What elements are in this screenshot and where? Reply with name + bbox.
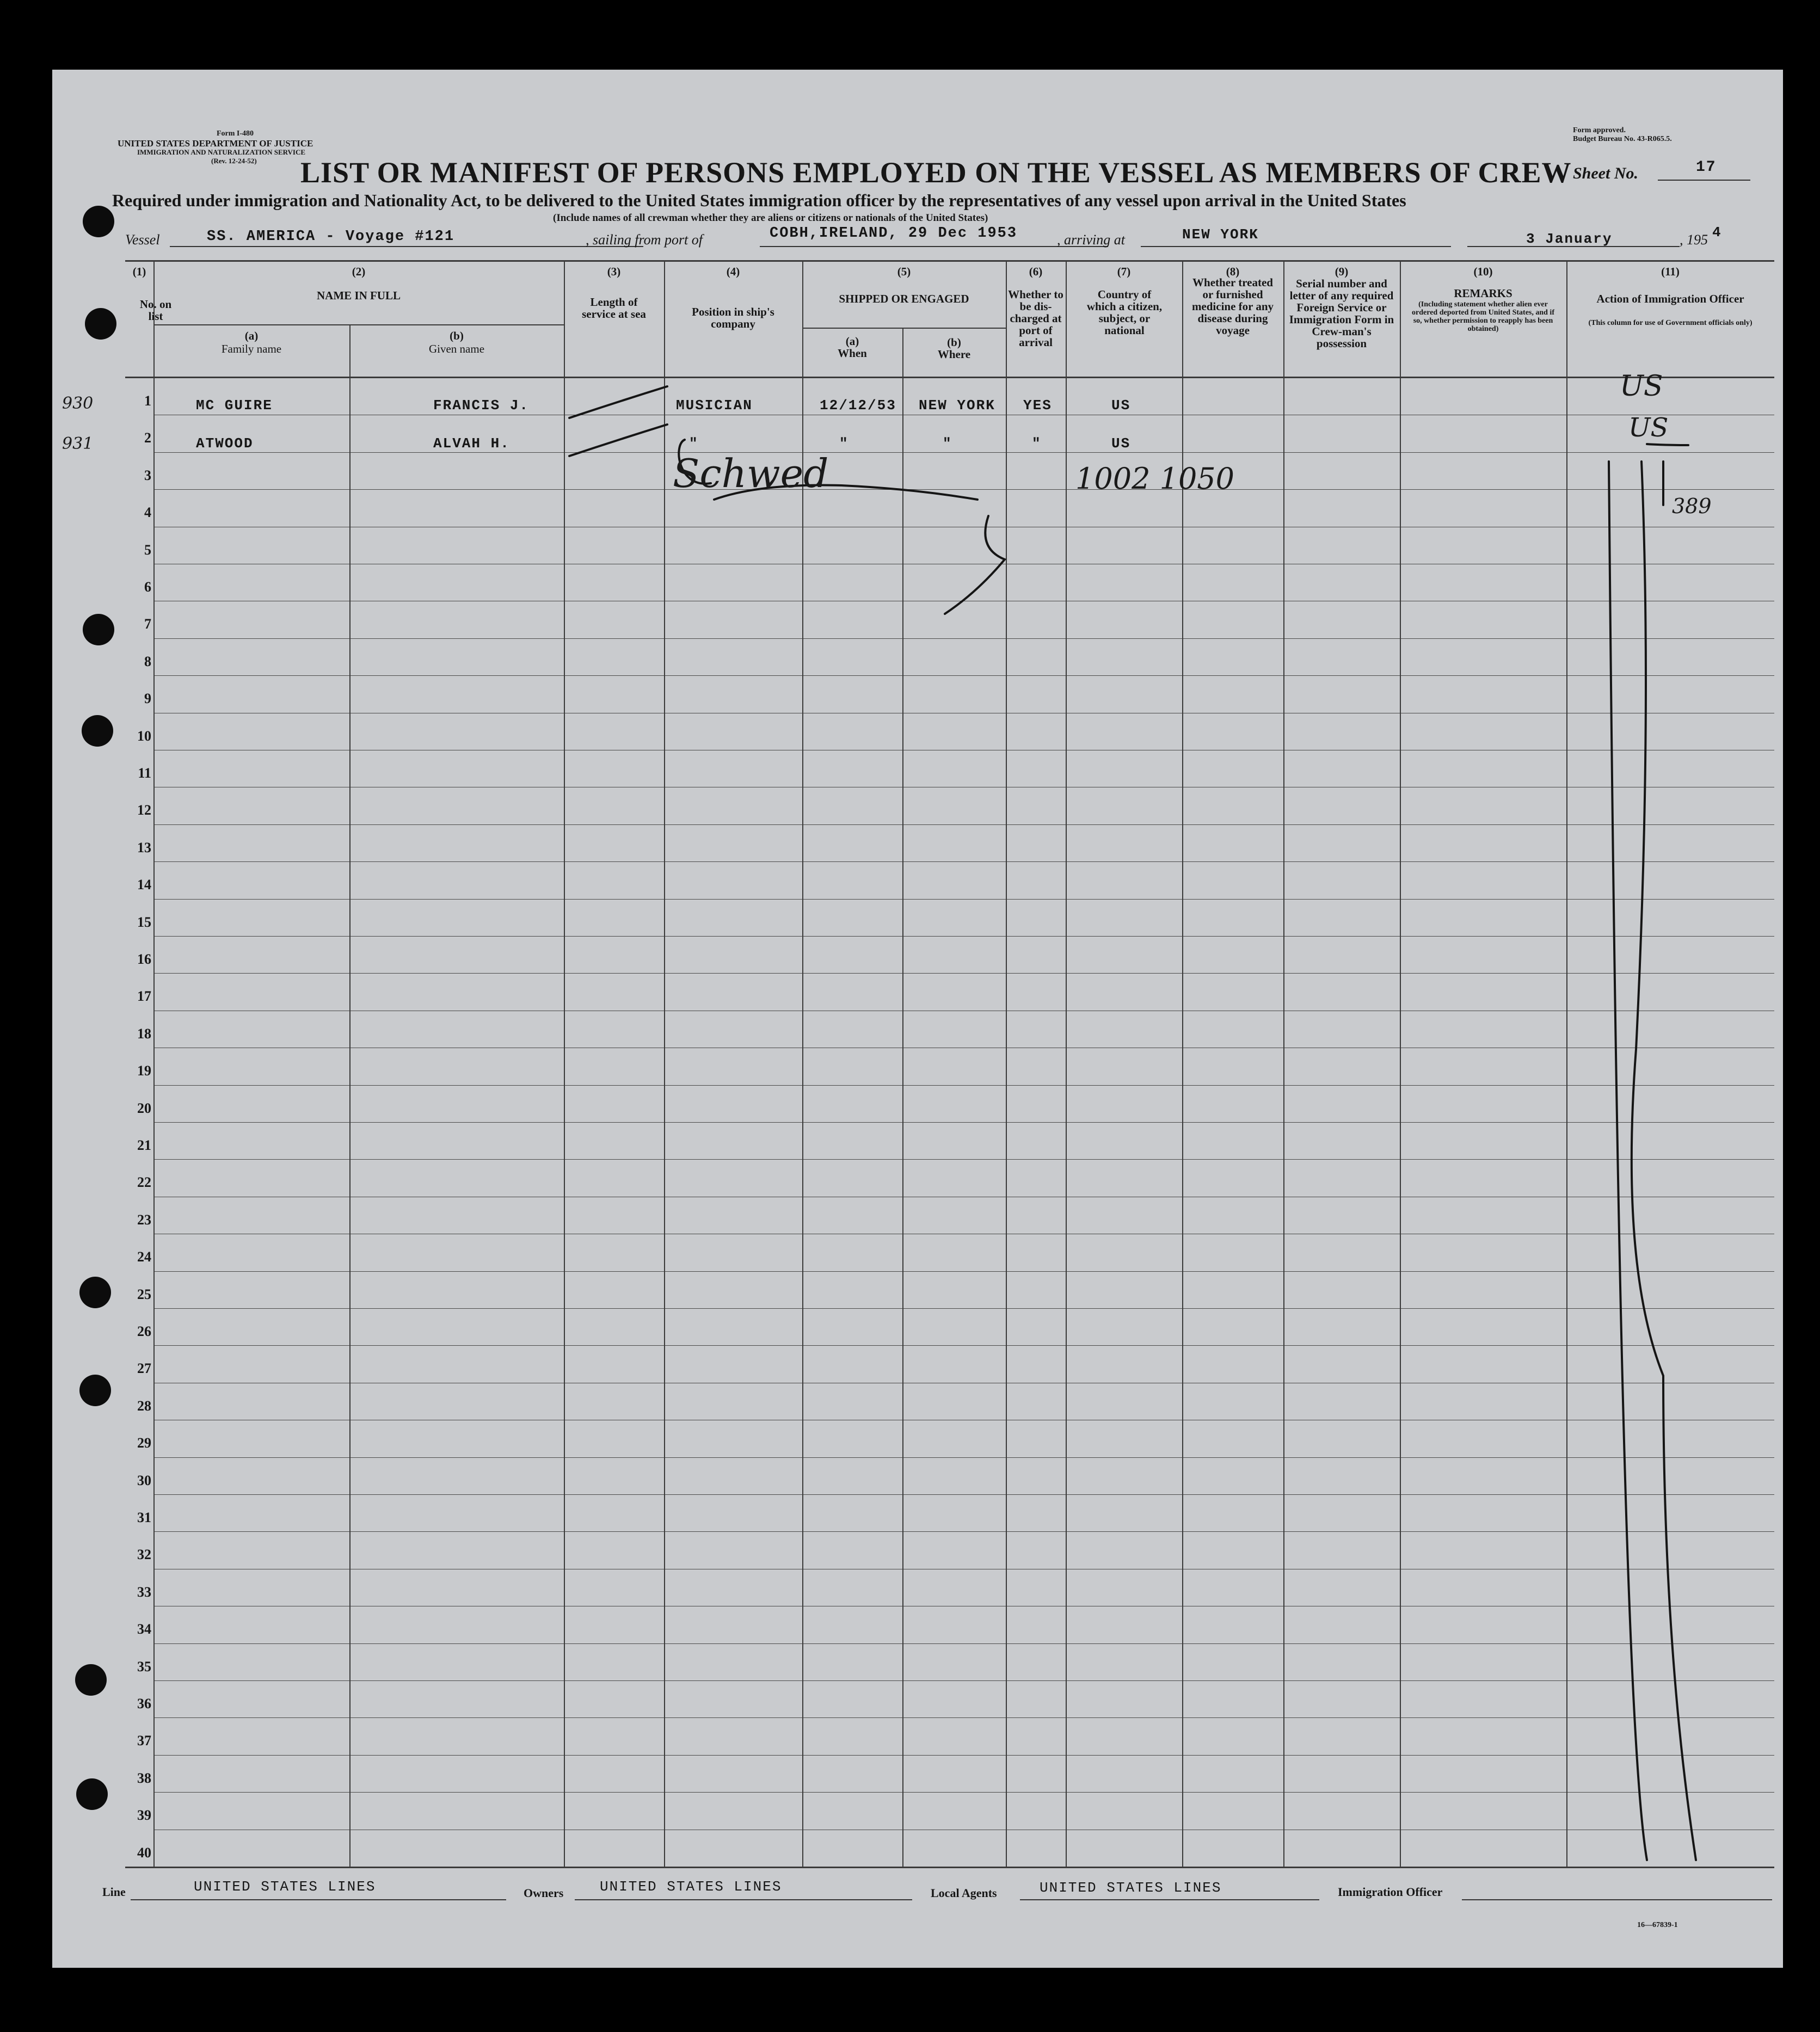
row-number: 27: [137, 1360, 151, 1377]
col8-header: Whether treated or furnished medicine for any disease during voyage: [1191, 276, 1274, 337]
col2a-number: (a): [244, 329, 259, 342]
manifest-sheet: [52, 70, 1783, 1968]
row-number: 29: [137, 1435, 151, 1451]
row-number: 20: [137, 1100, 151, 1116]
service-name: IMMIGRATION AND NATURALIZATION SERVICE: [137, 148, 306, 156]
budget-number: Budget Bureau No. 43-R065.5.: [1573, 135, 1672, 143]
col5-header: SHIPPED OR ENGAGED: [839, 292, 969, 305]
action-mark-row1: US: [1620, 370, 1663, 403]
col11-note: (This column for use of Government officials only): [1588, 319, 1753, 327]
handwritten-numbers: 1002 1050: [1075, 461, 1235, 496]
agents-label: Local Agents: [931, 1886, 997, 1900]
country: US: [1111, 435, 1131, 452]
row-number: 33: [137, 1584, 151, 1600]
row-number: 36: [137, 1696, 151, 1711]
page-subtitle: Required under immigration and Nationality Act, to be delivered to the United States immigration officer by the representatives of any vessel upon arrival in the United States: [112, 190, 1406, 210]
row-number: 30: [137, 1472, 151, 1488]
col5a-header: When: [838, 347, 867, 360]
row-number: 4: [144, 504, 151, 521]
handwriting-overlay: [52, 70, 1783, 1968]
row-number: 35: [137, 1658, 151, 1674]
shipped-where: ": [943, 435, 952, 452]
col2a-header: Family name: [221, 342, 282, 355]
arriving-label: , arriving at: [1057, 232, 1125, 248]
col10-number: (10): [1473, 265, 1493, 278]
row-number: 15: [137, 914, 151, 930]
row-number: 25: [137, 1286, 151, 1302]
line-value: UNITED STATES LINES: [194, 1879, 376, 1895]
row-number: 2: [144, 430, 151, 446]
discharge: YES: [1023, 397, 1052, 414]
action-mark-row2: US: [1628, 412, 1669, 443]
row-number: 26: [137, 1323, 151, 1339]
col6-number: (6): [1029, 265, 1043, 278]
handwritten-stamp: Schwed: [673, 451, 829, 496]
sheet-number: 17: [1696, 159, 1717, 176]
row-number: 14: [137, 877, 151, 893]
col2-header: NAME IN FULL: [316, 289, 401, 302]
row-number: 8: [144, 653, 151, 669]
col5a-number: (a): [845, 335, 859, 348]
row-number: 34: [137, 1621, 151, 1637]
col10-note: (Including statement whether alien ever ordered deported from United States, and if so, whether permission to reapply has been obtained): [1412, 300, 1554, 333]
side-number: 389: [1672, 494, 1712, 518]
row-number: 9: [144, 691, 151, 707]
page-note: (Include names of all crewman whether they are aliens or citizens or nationals of the United States): [553, 212, 988, 224]
row-number: 5: [144, 541, 151, 558]
row-number: 40: [137, 1844, 151, 1861]
vessel-label: Vessel: [125, 232, 160, 248]
row-number: 39: [137, 1807, 151, 1824]
row-number: 17: [137, 988, 151, 1005]
position: ": [689, 435, 699, 452]
col7-header: Country of which a citizen, subject, or national: [1086, 288, 1163, 337]
row-number: 24: [137, 1249, 151, 1265]
form-approval: Form approved.: [1573, 126, 1626, 134]
row-number: 19: [137, 1063, 151, 1079]
row-number: 31: [137, 1510, 151, 1525]
col2b-number: (b): [450, 329, 464, 342]
department-name: UNITED STATES DEPARTMENT OF JUSTICE: [118, 138, 313, 149]
country: US: [1111, 397, 1131, 414]
col5-number: (5): [897, 265, 911, 278]
col2b-header: Given name: [428, 342, 485, 355]
col8-number: (8): [1226, 265, 1240, 278]
line-underline: [131, 1899, 506, 1900]
shipped-where: NEW YORK: [919, 397, 995, 414]
row-number: 10: [137, 728, 151, 744]
col9-number: (9): [1335, 265, 1349, 278]
owners-underline: [575, 1899, 912, 1900]
col7-number: (7): [1117, 265, 1131, 278]
agents-underline: [1020, 1899, 1319, 1900]
col3-number: (3): [607, 265, 621, 278]
discharge: ": [1032, 435, 1042, 452]
margin-number: 931: [62, 434, 94, 453]
arrival-date: 3 January: [1526, 231, 1613, 247]
family-name: MC GUIRE: [196, 397, 273, 414]
col2-number: (2): [352, 265, 366, 278]
row-number: 38: [137, 1770, 151, 1786]
row-number: 7: [144, 616, 151, 632]
year-prefix: , 195: [1680, 232, 1708, 248]
arrival-port: NEW YORK: [1182, 226, 1259, 243]
shipped-when: 12/12/53: [820, 397, 896, 414]
line-label: Line: [102, 1885, 126, 1899]
family-name: ATWOOD: [196, 435, 254, 452]
row-number: 11: [138, 765, 151, 781]
row-number: 1: [144, 393, 151, 409]
row-number: 13: [137, 839, 151, 855]
row-number: 23: [137, 1211, 151, 1228]
given-name: FRANCIS J.: [433, 397, 530, 414]
year-digit: 4: [1712, 224, 1722, 241]
col1-header: No. on list: [139, 298, 172, 323]
given-name: ALVAH H.: [433, 435, 510, 452]
col1-number: (1): [132, 265, 146, 278]
position: MUSICIAN: [676, 397, 753, 414]
margin-number: 930: [62, 394, 94, 413]
agents-value: UNITED STATES LINES: [1040, 1880, 1222, 1896]
col9-header: Serial number and letter of any required Foreign Service or Immigration Form in Crew-man's possession: [1289, 277, 1394, 350]
row-number: 28: [137, 1397, 151, 1414]
officer-label: Immigration Officer: [1338, 1885, 1443, 1899]
col3-header: Length of service at sea: [582, 295, 646, 321]
owners-value: UNITED STATES LINES: [600, 1879, 782, 1895]
sheet-label: Sheet No.: [1573, 164, 1638, 182]
page-title: LIST OR MANIFEST OF PERSONS EMPLOYED ON THE VESSEL AS MEMBERS OF CREW: [300, 156, 1572, 189]
row-number: 3: [144, 467, 151, 483]
form-revision: (Rev. 12-24-52): [211, 157, 257, 165]
col4-header: Position in ship's company: [692, 305, 774, 330]
officer-underline: [1462, 1899, 1772, 1900]
col5b-header: Where: [937, 348, 971, 361]
col6-header: Whether to be dis-charged at port of arrival: [1008, 288, 1063, 349]
col11-header: Action of Immigration Officer: [1596, 292, 1744, 305]
col5b-number: (b): [947, 336, 961, 349]
row-number: 18: [137, 1025, 151, 1042]
row-number: 12: [137, 802, 151, 818]
col10-header: REMARKS: [1454, 287, 1512, 300]
row-number: 16: [137, 951, 151, 967]
sailing-label: , sailing from port of: [586, 232, 703, 248]
row-number: 22: [137, 1174, 151, 1191]
print-code: 16—67839-1: [1637, 1921, 1678, 1929]
row-number: 6: [144, 579, 151, 595]
col4-number: (4): [726, 265, 740, 278]
sailing-port: COBH,IRELAND, 29 Dec 1953: [770, 225, 1018, 242]
row-number: 32: [137, 1547, 151, 1563]
row-number: 21: [137, 1137, 151, 1153]
col11-number: (11): [1661, 265, 1680, 278]
owners-label: Owners: [524, 1886, 564, 1900]
shipped-when: ": [839, 435, 849, 452]
form-number: Form I-480: [217, 130, 254, 138]
row-number: 37: [137, 1733, 151, 1749]
vessel-name: SS. AMERICA - Voyage #121: [207, 229, 455, 245]
